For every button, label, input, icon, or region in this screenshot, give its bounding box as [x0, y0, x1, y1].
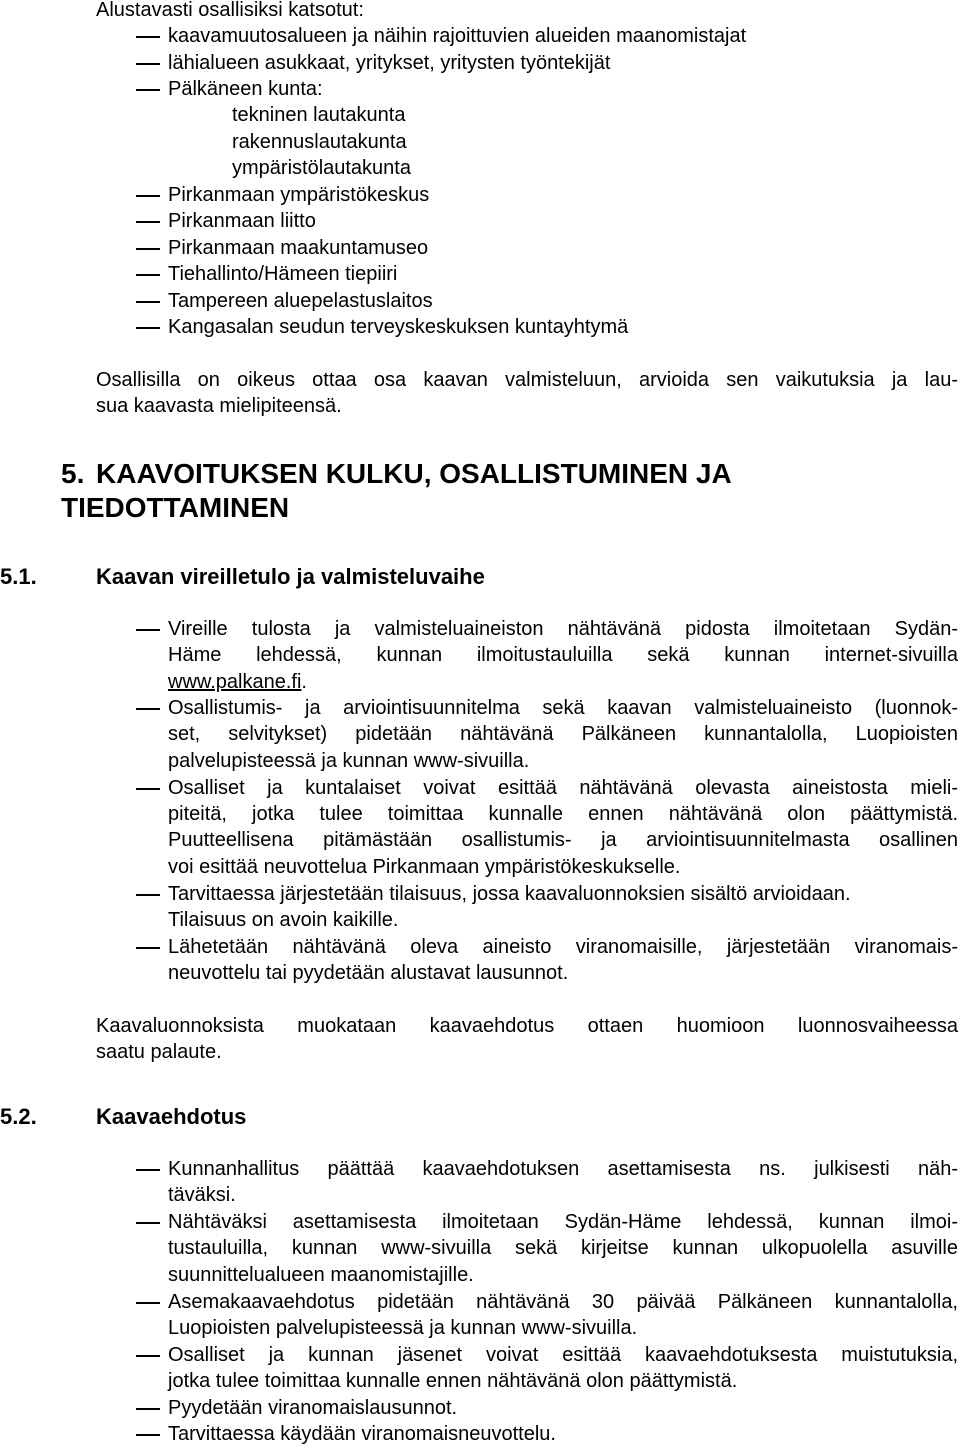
list-item: Tampereen aluepelastuslaitos [168, 290, 433, 312]
item-line: täväksi. [168, 1184, 236, 1206]
paragraph-line: Osallisilla on oikeus ottaa osa kaavan valmisteluun, arvioida sen vaikutuksia ja lau- [96, 369, 958, 391]
bullet-dash [136, 248, 160, 250]
closing-paragraph [96, 1013, 958, 1039]
item-line: Lähetetään nähtävänä oleva aineisto viranomaisille, järjestetään viranomais- [168, 936, 958, 958]
item-line: jotka tulee toimittaa kunnalle ennen nähtävänä olon päättymistä. [168, 1370, 738, 1392]
bullet-dash [136, 1302, 160, 1304]
list-subitem: ympäristölautakunta [232, 157, 411, 179]
list-item: Pirkanmaan liitto [168, 210, 316, 232]
item-line: Tarvittaessa järjestetään tilaisuus, jossa kaavaluonnoksien sisältö arvioidaan. [168, 883, 851, 905]
item-line: voi esittää neuvottelua Pirkanmaan ympäristökeskukselle. [168, 856, 681, 878]
bullet-dash [136, 301, 160, 303]
list-item: Pälkäneen kunta: [168, 78, 323, 100]
item-line: Osalliset ja kuntalaiset voivat esittää nähtävänä olevasta aineistosta mieli- [168, 777, 958, 799]
rights-paragraph [96, 367, 958, 393]
participants-heading: Alustavasti osallisiksi katsotut: [96, 0, 364, 21]
bullet-dash [136, 947, 160, 949]
paragraph-line: Kaavaluonnoksista muokataan kaavaehdotus ottaen huomioon luonnosvaiheessa [96, 1015, 958, 1037]
list-item [168, 616, 958, 668]
item-line: Osalliset ja kunnan jäsenet voivat esittää kaavaehdotuksesta muistutuksia, [168, 1344, 958, 1366]
section-5-number: 5. [61, 458, 85, 489]
website-line [168, 669, 307, 695]
item-line: Nähtäväksi asettamisesta ilmoitetaan Sydän-Häme lehdessä, kunnan ilmoi- [168, 1211, 958, 1233]
bullet-dash [136, 36, 160, 38]
list-item: lähialueen asukkaat, yritykset, yritysten työntekijät [168, 52, 611, 74]
section-5-1-number: 5.1. [0, 564, 37, 589]
item-line: tustauluilla, kunnan www-sivuilla sekä kirjeitse kunnan ulkopuolella asuville [168, 1237, 958, 1259]
section-5-title-line2: TIEDOTTAMINEN [61, 492, 290, 523]
section-5-1-title: Kaavan vireilletulo ja valmisteluvaihe [96, 564, 485, 589]
list-item: Pirkanmaan ympäristökeskus [168, 184, 430, 206]
list-item [168, 1156, 958, 1182]
list-item [168, 1209, 958, 1261]
bullet-dash [136, 894, 160, 896]
item-line: Pyydetään viranomaislausunnot. [168, 1397, 458, 1419]
bullet-dash [136, 195, 160, 197]
section-5-2-number: 5.2. [0, 1104, 37, 1129]
item-line: Häme lehdessä, kunnan ilmoitustauluilla sekä kunnan internet-sivuilla [168, 644, 958, 666]
bullet-dash [136, 1355, 160, 1357]
item-line: Vireille tulosta ja valmisteluaineiston nähtävänä pidosta ilmoitetaan Sydän- [168, 618, 958, 640]
paragraph-line: saatu palaute. [96, 1041, 222, 1063]
item-line: palvelupisteessä ja kunnan www-sivuilla. [168, 750, 530, 772]
paragraph-line: sua kaavasta mielipiteensä. [96, 395, 342, 417]
item-line: set, selvitykset) pidetään nähtävänä Pälkäneen kunnantalolla, Luopioisten [168, 723, 958, 745]
list-item [168, 934, 958, 960]
bullet-dash [136, 63, 160, 65]
item-line: Luopioisten palvelupisteessä ja kunnan www-sivuilla. [168, 1317, 638, 1339]
list-item: Pirkanmaan maakuntamuseo [168, 237, 429, 259]
item-line: Tarvittaessa käydään viranomaisneuvottelu. [168, 1423, 556, 1445]
bullet-dash [136, 221, 160, 223]
bullet-dash [136, 327, 160, 329]
website-link[interactable]: www.palkane.fi [168, 671, 302, 693]
list-item [168, 1289, 958, 1315]
bullet-dash [136, 1222, 160, 1224]
bullet-dash [136, 1434, 160, 1436]
item-line: suunnittelualueen maanomistajille. [168, 1264, 474, 1286]
bullet-dash [136, 629, 160, 631]
bullet-dash [136, 1408, 160, 1410]
list-item: Tiehallinto/Hämeen tiepiiri [168, 263, 398, 285]
item-line: Kunnanhallitus päättää kaavaehdotuksen asettamisesta ns. julkisesti näh- [168, 1158, 958, 1180]
section-5-2-title: Kaavaehdotus [96, 1104, 247, 1129]
item-line: Asemakaavaehdotus pidetään nähtävänä 30 päivää Pälkäneen kunnantalolla, [168, 1291, 958, 1313]
section-5-title: KAAVOITUKSEN KULKU, OSALLISTUMINEN JA [96, 458, 732, 489]
item-line: neuvottelu tai pyydetään alustavat lausunnot. [168, 962, 569, 984]
list-item [168, 1342, 958, 1368]
list-item: Kangasalan seudun terveyskeskuksen kuntayhtymä [168, 316, 629, 338]
item-line: Osallistumis- ja arviointisuunnitelma sekä kaavan valmisteluaineisto (luonnok- [168, 697, 958, 719]
bullet-dash [136, 708, 160, 710]
bullet-dash [136, 89, 160, 91]
item-line: Tilaisuus on avoin kaikille. [168, 909, 399, 931]
list-item [168, 695, 958, 747]
bullet-dash [136, 1169, 160, 1171]
list-subitem: tekninen lautakunta [232, 104, 406, 126]
list-item [168, 775, 958, 853]
list-subitem: rakennuslautakunta [232, 131, 407, 153]
bullet-dash [136, 274, 160, 276]
list-item: kaavamuutosalueen ja näihin rajoittuvien alueiden maanomistajat [168, 25, 747, 47]
bullet-dash [136, 788, 160, 790]
item-line: piteitä, jotka tulee toimittaa kunnalle ennen nähtävänä olon päättymistä. [168, 803, 958, 825]
link-suffix: . [301, 671, 307, 693]
item-line: Puutteellisena pitämästään osallistumis- ja arviointisuunnitelmasta osallinen [168, 829, 958, 851]
